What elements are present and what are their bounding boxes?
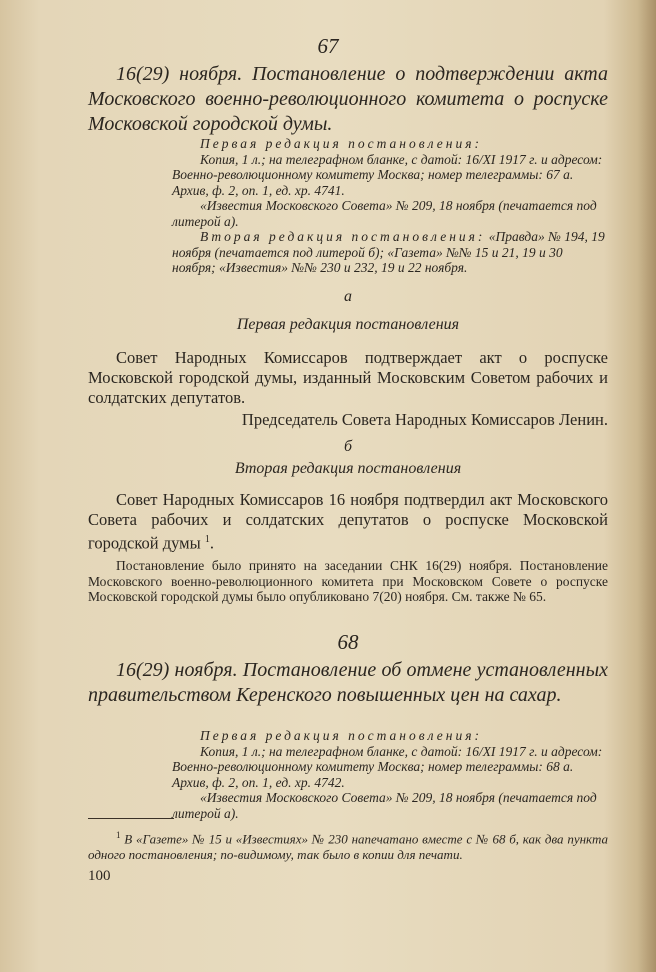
doc67-heading: 16(29) ноября. Постановление о подтверждении акта Московского военно-революционного комитета о роспуске Московской городской думы.: [88, 63, 608, 135]
doc68-sources: [88, 728, 608, 821]
doc67-source-first-text: Копия, 1 л.; на телеграфном бланке, с датой: 16/XI 1917 г. и адресом: Военно-революционному комитету Москва; номер телеграммы: 67 а. Архив, ф. 2, оп. 1, ед. хр. 4741.: [172, 151, 603, 198]
closing-note: Постановление было принято на заседании СНК 16(29) ноября. Постановление Московского военно-революционного комитета при Московском Совете о роспуске Московской городской думы было опубликовано 7(20) ноября. См. также № 65.: [88, 558, 608, 604]
text-b-body: Совет Народных Комиссаров 16 ноября подтвердил акт Московского Совета рабочих и солдатских депутатов о роспуске Московской городской думы: [88, 490, 608, 553]
doc68-source-first-text: Копия, 1 л.; на телеграфном бланке, с датой: 16/XI 1917 г. и адресом: Военно-революционному комитету Москва; номер телеграммы: 68 а. Архив, ф. 2, оп. 1, ед. хр. 4742.: [172, 743, 603, 790]
text-a: Совет Народных Комиссаров подтверждает акт о роспуске Московской городской думы, изданный Московским Советом рабочих и солдатских депутатов.: [88, 348, 608, 407]
footnote-divider: [88, 818, 174, 819]
doc68-heading: 16(29) ноября. Постановление об отмене установленных правительством Керенского повышенных цен на сахар.: [88, 659, 608, 706]
doc67-source-second-label: Вторая редакция постановления:: [200, 229, 486, 244]
doc67-source-second: [88, 229, 608, 276]
doc67-source-second-text: «Правда» № 194, 19 ноября (печатается под литерой б); «Газета» №№ 15 и 21, 19 и 30 ноября; «Известия» №№ 230 и 232, 19 и 22 ноября.: [172, 229, 605, 275]
page-edge: [638, 0, 656, 972]
doc68-source-first-pub: «Известия Московского Совета» № 209, 18 ноября (печатается под литерой а).: [172, 790, 597, 821]
doc68-number: 68: [337, 630, 359, 654]
letter-b: б: [343, 438, 353, 455]
footnote-mark: 1: [116, 830, 121, 840]
subtitle-a: Первая редакция постановления: [236, 316, 460, 333]
footnote-ref: 1: [204, 534, 210, 545]
text-b: [88, 490, 608, 554]
text-b-end: .: [209, 533, 214, 553]
signature: Председатель Совета Народных Комиссаров Ленин.: [241, 410, 608, 429]
doc68-source-first-label: Первая редакция постановления:: [200, 728, 483, 743]
footnote: [88, 828, 608, 862]
subtitle-b: Вторая редакция постановления: [234, 460, 462, 477]
footnote-text: В «Газете» № 15 и «Известиях» № 230 напечатано вместе с № 68 б, как два пункта одного постановления; по-видимому, так было в копии для печати.: [88, 831, 609, 862]
page-number-bottom: 100: [88, 868, 111, 884]
letter-a: а: [344, 288, 352, 305]
doc67-source-first-pub: «Известия Московского Совета» № 209, 18 ноября (печатается под литерой а).: [172, 198, 597, 229]
doc67-sources: [88, 136, 608, 276]
doc67-source-first-label: Первая редакция постановления:: [200, 136, 483, 151]
page-number-top: 67: [317, 34, 339, 58]
